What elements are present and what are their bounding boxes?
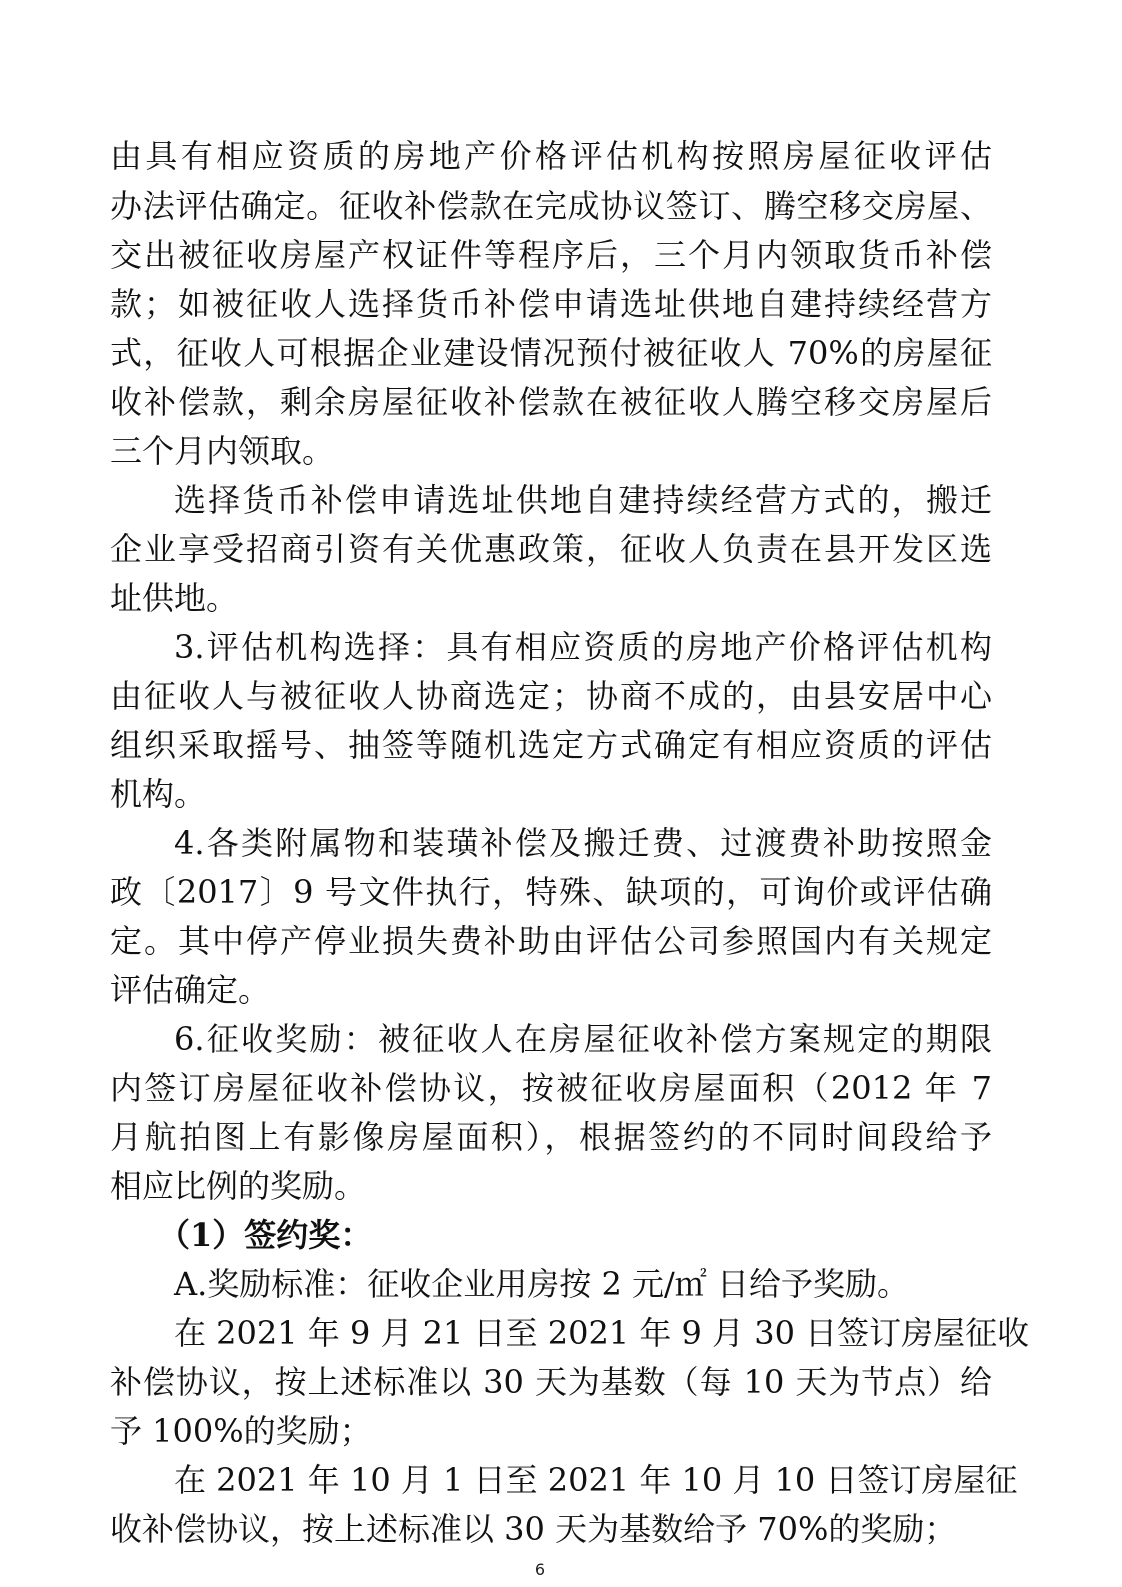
text-line-20: 内签订房屋征收补偿协议，按被征收房屋面积（2012 年 7 — [110, 1069, 992, 1107]
text-line-28: 在 2021 年 10 月 1 日至 2021 年 10 月 10 日签订房屋征 — [174, 1461, 1018, 1499]
text-line-18: 评估确定。 — [110, 971, 271, 1009]
text-line-1: 由具有相应资质的房地产价格评估机构按照房屋征收评估 — [110, 137, 992, 175]
text-line-4: 款；如被征收人选择货币补偿申请选址供地自建持续经营方 — [110, 285, 992, 323]
text-line-3: 交出被征收房屋产权证件等程序后，三个月内领取货币补偿 — [110, 236, 992, 274]
text-line-11: 3.评估机构选择：具有相应资质的房地产价格评估机构 — [174, 628, 992, 666]
text-line-16: 政〔2017〕9 号文件执行，特殊、缺项的，可询价或评估确 — [110, 873, 992, 911]
text-line-13: 组织采取摇号、抽签等随机选定方式确定有相应资质的评估 — [110, 726, 992, 764]
text-line-10: 址供地。 — [110, 579, 239, 617]
text-line-5: 式，征收人可根据企业建设情况预付被征收人 70%的房屋征 — [110, 334, 992, 372]
text-line-25: 在 2021 年 9 月 21 日至 2021 年 9 月 30 日签订房屋征收 — [174, 1314, 1030, 1352]
text-line-7: 三个月内领取。 — [110, 432, 335, 470]
text-line-24: A.奖励标准：征收企业用房按 2 元/㎡ 日给予奖励。 — [174, 1265, 909, 1303]
text-line-27: 予 100%的奖励； — [110, 1412, 372, 1450]
text-line-15: 4.各类附属物和装璜补偿及搬迁费、过渡费补助按照金 — [174, 824, 992, 862]
text-line-2: 办法评估确定。征收补偿款在完成协议签订、腾空移交房屋、 — [110, 187, 992, 225]
text-line-8: 选择货币补偿申请选址供地自建持续经营方式的，搬迁 — [174, 481, 992, 519]
text-line-19: 6.征收奖励：被征收人在房屋征收补偿方案规定的期限 — [174, 1020, 992, 1058]
text-line-26: 补偿协议，按上述标准以 30 天为基数（每 10 天为节点）给 — [110, 1363, 992, 1401]
text-line-12: 由征收人与被征收人协商选定；协商不成的，由县安居中心 — [110, 677, 992, 715]
text-line-6: 收补偿款，剩余房屋征收补偿款在被征收人腾空移交房屋后 — [110, 383, 992, 421]
text-line-14: 机构。 — [110, 775, 207, 813]
text-line-29: 收补偿协议，按上述标准以 30 天为基数给予 70%的奖励； — [110, 1510, 957, 1548]
text-line-22: 相应比例的奖励。 — [110, 1167, 367, 1205]
text-line-17: 定。其中停产停业损失费补助由评估公司参照国内有关规定 — [110, 922, 992, 960]
section-heading: （1）签约奖： — [158, 1216, 373, 1254]
text-line-9: 企业享受招商引资有关优惠政策，征收人负责在县开发区选 — [110, 530, 992, 568]
text-line-21: 月航拍图上有影像房屋面积），根据签约的不同时间段给予 — [110, 1118, 992, 1156]
page-number: 6 — [534, 1560, 546, 1579]
